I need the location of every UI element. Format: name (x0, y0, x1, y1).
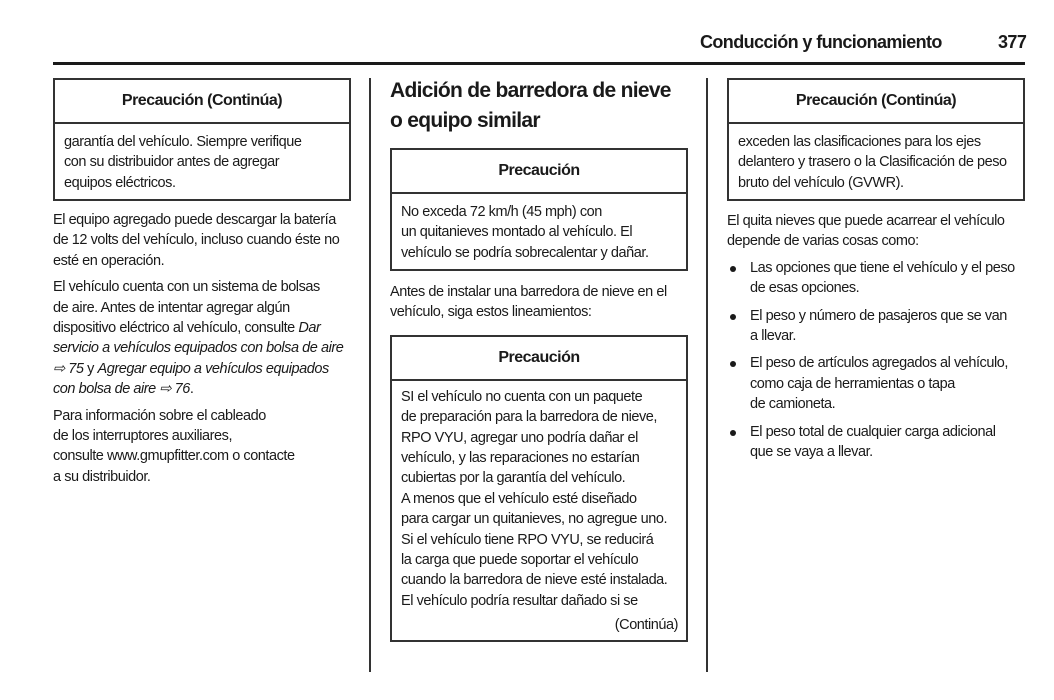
heading-line: o equipo similar (390, 109, 540, 132)
text-line: consulte www.gmupfitter.com o contacte (53, 448, 295, 465)
paragraph (53, 277, 351, 399)
text-line: para cargar un quitanieves, no agregue uno. (401, 511, 668, 528)
paragraph (53, 406, 351, 488)
left-column (53, 78, 351, 493)
text-span: servicio a vehículos equipados con bolsa de aire (53, 340, 344, 357)
text-line: bruto del vehículo (GVWR). (738, 174, 904, 191)
text-line: delantero y trasero o la Clasificación de peso (738, 154, 1007, 171)
text-line: exceden las clasificaciones para los ejes (738, 134, 981, 150)
text-line: El quita nieves que puede acarrear el vehículo (727, 213, 1005, 229)
text-line: El vehículo cuenta con un sistema de bolsas (53, 279, 320, 296)
page-number: 377 (998, 32, 1027, 52)
text-line: que se vaya a llevar. (750, 443, 873, 460)
text-span: y (83, 360, 98, 377)
text-line: Si el vehículo tiene RPO VYU, se reducirá (401, 531, 654, 548)
text-line: un quitanieves montado al vehículo. El (401, 224, 633, 241)
paragraph (53, 210, 351, 271)
caution-text (55, 124, 349, 201)
caution-box (53, 78, 351, 201)
header-rule (53, 62, 1025, 65)
text-line (53, 359, 351, 379)
text-line: Las opciones que tiene el vehículo y el peso (750, 259, 1015, 276)
section-title: Conducción y funcionamiento (700, 32, 942, 52)
text-line: de esas opciones. (750, 280, 860, 297)
text-line: SI el vehículo no cuenta con un paquete (401, 388, 643, 405)
paragraph (727, 211, 1025, 252)
caution-title: Precaución (392, 337, 686, 381)
text-line: A menos que el vehículo esté diseñado (401, 490, 637, 507)
caution-box (390, 148, 688, 271)
text-line: cubiertas por la garantía del vehículo. (401, 470, 626, 487)
text-span: . (189, 381, 194, 398)
text-line: con su distribuidor antes de agregar (64, 154, 280, 171)
text-line: Para información sobre el cableado (53, 407, 266, 424)
text-line: garantía del vehículo. Siempre verifique (64, 134, 302, 150)
text-span: con bolsa de aire (53, 381, 156, 398)
text-line: RPO VYU, agregar uno podría dañar el (401, 429, 638, 446)
right-column (727, 78, 1025, 469)
body-text (53, 210, 351, 487)
text-line: El peso y número de pasajeros que se van (750, 307, 1007, 324)
text-span: dispositivo eléctrico al vehículo, consulte (53, 319, 299, 336)
text-line: vehículo, y las reparaciones no estarían (401, 449, 640, 466)
bullet-item (727, 422, 1025, 463)
text-line: vehículo, siga estos lineamientos: (390, 304, 592, 321)
text-line: Antes de instalar una barredora de nieve en el (390, 284, 667, 300)
caution-box (390, 335, 688, 642)
bullet-icon (730, 430, 736, 436)
text-line: la carga que puede soportar el vehículo (401, 551, 639, 568)
text-line (53, 318, 351, 338)
bullet-icon (730, 361, 736, 367)
text-line: de 12 volts del vehículo, incluso cuando éste no (53, 232, 340, 249)
caution-text (392, 194, 686, 271)
caution-text (729, 124, 1023, 201)
bullet-item (727, 353, 1025, 414)
text-line: esté en operación. (53, 252, 165, 269)
text-line: El peso total de cualquier carga adicional (750, 423, 996, 440)
text-line: depende de varias cosas como: (727, 233, 919, 250)
bullet-item (727, 258, 1025, 299)
text-span: ⇨ 76 (155, 381, 190, 398)
column-divider (369, 78, 371, 672)
text-line: cuando la barredora de nieve esté instalada. (401, 572, 668, 589)
bullet-item (727, 306, 1025, 347)
bullet-icon (730, 266, 736, 272)
caution-text (401, 387, 678, 611)
text-line: El vehículo podría resultar dañado si se (401, 592, 638, 609)
text-line: como caja de herramientas o tapa (750, 375, 955, 392)
text-line: a su distribuidor. (53, 468, 151, 485)
text-span: ⇨ 75 (53, 360, 84, 377)
text-line (53, 379, 351, 399)
text-line: vehículo se podría sobrecalentar y dañar. (401, 244, 649, 261)
section-heading (390, 76, 688, 136)
caution-title: Precaución (Continúa) (55, 80, 349, 124)
text-line: equipos eléctricos. (64, 174, 176, 191)
text-line: de camioneta. (750, 396, 836, 413)
caution-title: Precaución (Continúa) (729, 80, 1023, 124)
text-line: El equipo agregado puede descargar la batería (53, 212, 336, 228)
text-line (53, 338, 351, 358)
text-line: a llevar. (750, 327, 796, 344)
text-span: Dar (298, 319, 321, 336)
text-line: No exceda 72 km/h (45 mph) con (401, 204, 602, 220)
caution-title: Precaución (392, 150, 686, 194)
column-divider (706, 78, 708, 672)
text-span: Agregar equipo a vehículos equipados (97, 360, 329, 377)
paragraph (390, 282, 688, 323)
caution-box (727, 78, 1025, 201)
text-line: de los interruptores auxiliares, (53, 427, 233, 444)
heading-line: Adición de barredora de nieve (390, 79, 671, 102)
text-line: El peso de artículos agregados al vehículo, (750, 355, 1008, 372)
continues-label: (Continúa) (614, 617, 678, 634)
bullet-icon (730, 314, 736, 320)
text-line: de preparación para la barredora de nieve, (401, 409, 657, 426)
middle-column (390, 76, 688, 642)
bullet-list (727, 258, 1025, 463)
text-line: de aire. Antes de intentar agregar algún (53, 299, 290, 316)
